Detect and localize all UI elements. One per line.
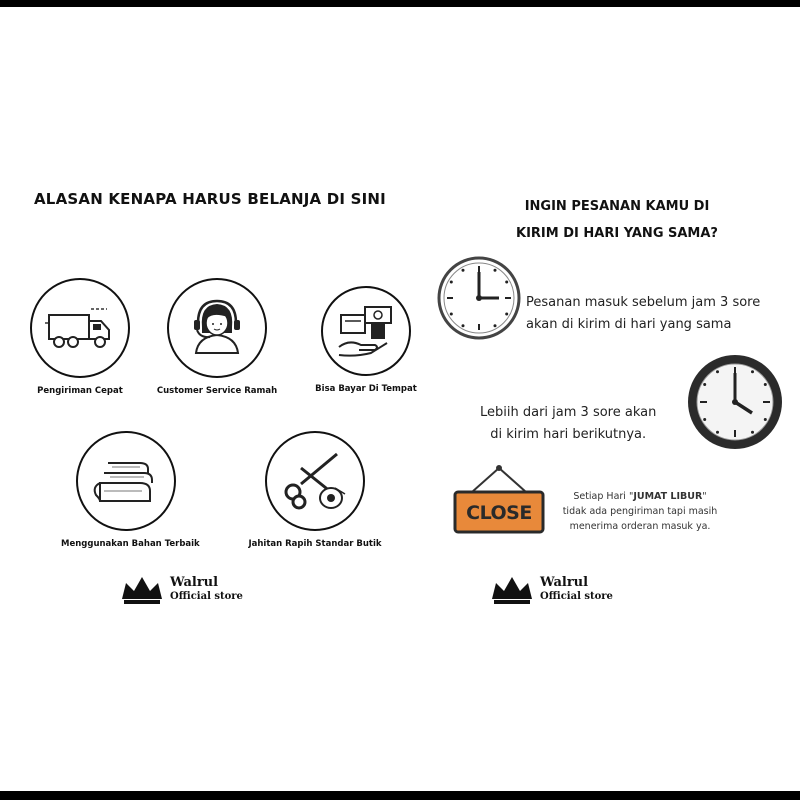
feature-customer-service (152, 278, 282, 396)
feature-cash-on-delivery (301, 286, 431, 394)
after-3pm-line2: di kirim hari berikutnya. (490, 427, 647, 442)
cash-payment-icon (335, 303, 397, 359)
close-sign-label: CLOSE (466, 502, 532, 524)
clock-4pm-icon (686, 353, 784, 451)
feature-fast-shipping (15, 278, 145, 396)
brand-logo-left (120, 575, 243, 605)
holiday-note-prefix: Setiap Hari " (573, 491, 634, 502)
before-3pm-line1: Pesanan masuk sebelum jam 3 sore (526, 295, 761, 310)
brand-logo-right (490, 575, 613, 605)
scissors-icon (279, 448, 351, 514)
promo-canvas (0, 7, 800, 791)
feature-circle (167, 278, 267, 378)
feature-circle (30, 278, 130, 378)
same-day-title-line2: KIRIM DI HARI YANG SAMA? (516, 226, 718, 241)
brand-name: Walrul (540, 575, 589, 590)
feature-neat-stitching (240, 431, 390, 549)
feature-circle (321, 286, 411, 376)
feature-best-material (61, 431, 200, 549)
clock-3pm-icon (437, 256, 521, 340)
feature-label: Pengiriman Cepat (37, 386, 123, 396)
crown-icon (120, 575, 164, 605)
feature-circle (265, 431, 365, 531)
after-3pm-line1: Lebiih dari jam 3 sore akan (480, 405, 657, 420)
before-3pm-line2: akan di kirim di hari yang sama (526, 317, 732, 332)
brand-name: Walrul (170, 575, 219, 590)
brand-text (170, 576, 243, 604)
reasons-title: ALASAN KENAPA HARUS BELANJA DI SINI (34, 190, 386, 208)
before-3pm-text (526, 292, 760, 336)
holiday-note-suffix: " tidak ada pengiriman tapi masih menerima orderan masuk ya. (562, 491, 718, 532)
same-day-title-line1: INGIN PESANAN KAMU DI (524, 199, 710, 214)
headset-icon (182, 293, 252, 363)
brand-subtitle: Official store (170, 591, 243, 602)
crown-icon (490, 575, 534, 605)
holiday-note (560, 489, 720, 534)
truck-icon (45, 303, 115, 353)
feature-circle (76, 431, 176, 531)
after-3pm-text (480, 402, 656, 446)
feature-label: Customer Service Ramah (156, 386, 278, 396)
feature-label: Menggunakan Bahan Terbaik (61, 539, 200, 549)
brand-text (540, 576, 613, 604)
fabric-icon (90, 453, 162, 509)
feature-label: Bisa Bayar Di Tempat (315, 384, 417, 394)
holiday-note-highlight: JUMAT LIBUR (633, 491, 703, 502)
same-day-title (452, 193, 782, 247)
feature-label: Jahitan Rapih Standar Butik (248, 539, 382, 549)
brand-subtitle: Official store (540, 591, 613, 602)
